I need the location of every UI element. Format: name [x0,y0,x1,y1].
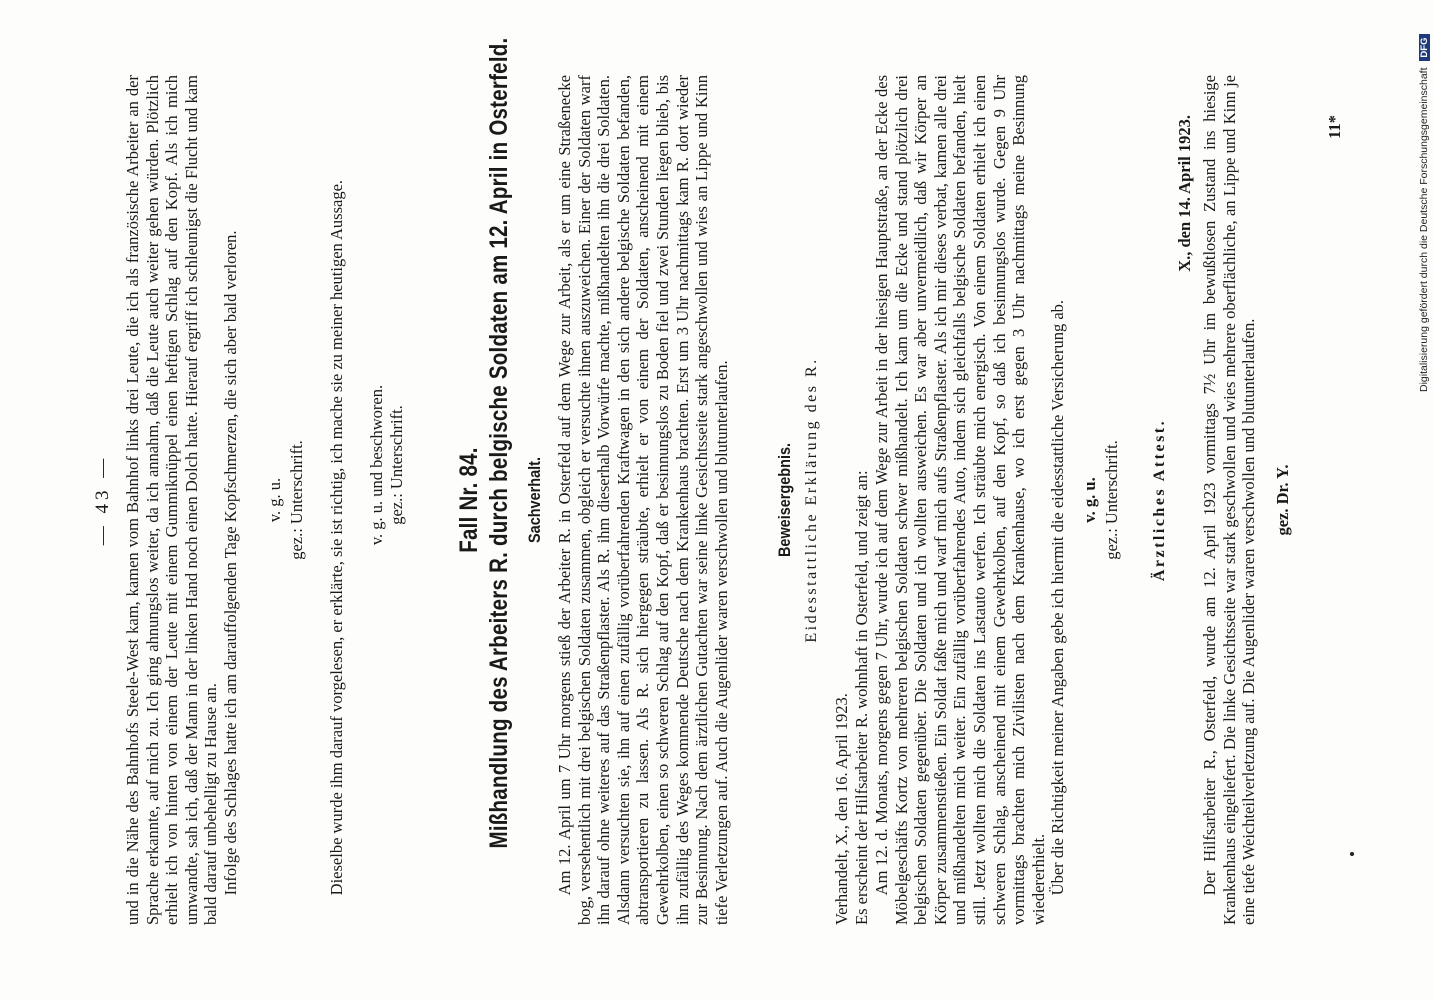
scan-speck [1350,852,1354,856]
attest-heading: Ärztliches Attest. [1151,418,1168,582]
doctor-signature: gez. Dr. Y. [1273,464,1292,536]
case-title: Mißhandlung des Arbeiters R. durch belgische Soldaten am 12. April in Osterfeld. [485,37,513,849]
erscheint-line: Es erscheint der Hilfsarbeiter R. wohnhaft in Osterfeld, und zeigt an: [852,470,871,925]
sheet-mark: 11* [1325,115,1344,139]
evidence-heading: Beweisergebnis. [775,442,794,558]
verhandelt-line: Verhandelt, X., den 16. April 1923. [832,693,851,925]
signature-line-2: gez.: Unterschrift. [387,405,406,525]
signature-line-1: gez.: Unterschrift. [287,440,306,560]
sworn-statement-block [872,75,1068,925]
dfg-logo: DFG [1419,35,1430,61]
facts-heading: Sachverhalt. [525,457,544,543]
digitization-notice [1418,35,1430,393]
intro-paragraph: und in die Nähe des Bahnhofs Steele-West kam, kamen vom Bahnhof links drei Leute, die ich als französische Arbeiter an der Sprache erkannte, auf mich zu. Ich ging ahnungslos weiter, da ich annahm, daß die Leute auch weiter gehen würden. Plötzlich erhielt ich von hinten von einem der Leute mit einem Gummiknüppel einen heftigen Schlag auf den Kopf. Als ich mich umwandte, sah ich, daß der Mann in der linken Hand noch einen Dolch hatte. Hierauf ergriff ich schleunigst die Flucht und kam bald darauf unbehelligt zu Hause an. [123,75,221,925]
intro-paragraph-2: Infolge des Schlages hatte ich am darauffolgenden Tage Kopfschmerzen, die sich aber bald verloren. [220,230,240,896]
attest-paragraph: Der Hilfsarbeiter R., Osterfeld, wurde am 12. April 1923 vormittags 7½ Uhr im bewußtlosen Zustand ins hiesige Krankenhaus eingeliefert. Die linke Gesichtsseite war stark geschwollen und wies mehrere oberflächliche, an Lippe und Kinn je eine tiefe Weichteilverletzung auf. Die Augenlider waren verschwollen und blutunterlaufen. [1200,75,1259,925]
intro-block [123,75,241,925]
vgu-line-1: v. g. u. [265,477,284,523]
statement-paragraph: Dieselbe wurde ihm darauf vorgelesen, er erklärte, sie ist richtig, ich mache sie zu meiner heutigen Aussage. [327,179,346,896]
vgu-beschworen-line: v. g. u. und beschworen. [367,384,386,546]
sworn-paragraph-2: Über die Richtigkeit meiner Angaben gebe ich hiermit die eidesstattliche Versicherung ab. [1048,299,1068,896]
rotated-page-content [75,37,1385,925]
sworn-statement-heading: Eidesstattliche Erklärung des R. [803,357,820,643]
attest-date: X., den 14. April 1923. [1175,115,1194,272]
signature-line-3: gez.: Unterschrift. [1102,440,1121,560]
page-number-header: — 43 — [92,454,113,546]
case-number: Fall Nr. 84. [455,447,483,553]
sworn-paragraph: Am 12. d. Monats, morgens gegen 7 Uhr, wurde ich auf dem Wege zur Arbeit in der hiesigen Hauptstraße, an der Ecke des Möbelgeschäfts Kortz von mehreren belgischen Soldaten schwer mißhandelt. Ich kam um die Ecke und stand plötzlich drei belgischen Soldaten gegenüber. Die Soldaten und ich wollten ausweichen. Es war aber unvermeidlich, daß wir Körper an Körper zusammenstießen. Ein Soldat faßte mich und warf mich aufs Straßenpflaster. Als ich mir dieses verbat, kamen alle drei und mißhandelten mich weiter. Ein zufällig vorüberfahrendes Auto, indem sich gleichfalls belgische Soldaten befanden, hielt still. Jetzt wollten mich die Soldaten ins Lastauto werfen. Ich sträubte mich energisch. Von einem Soldaten erhielt ich einen schweren Schlag, anscheinend mit einem Gewehrkolben, auf den Kopf, so daß ich besinnungslos wurde. Gegen 9 Uhr vormittags brachten mich Zivilisten nach dem Krankenhause, wo ich erst gegen 3 Uhr nachmittags meine Besinnung wiedererhielt. [872,75,1048,925]
vgu-line-2: v. g. u. [1080,477,1099,523]
facts-paragraph: Am 12. April um 7 Uhr morgens stieß der Arbeiter R. in Osterfeld auf dem Wege zur Arbeit, als er um eine Straßenecke bog, versehentlich mit drei belgischen Soldaten zusammen, obgleich er versuchte ihnen auszuweichen. Einer der Soldaten warf ihn darauf ohne weiteres auf das Straßenpflaster. Als R. ihm dieserhalb Vorwürfe machte, mißhandelten ihn die drei Soldaten. Alsdann versuchten sie, ihn auf einen zufällig vorüberfahrenden Kraftwagen in den sich andere belgische Soldaten befanden, abtransportieren zu lassen. Als R. sich hiergegen sträubte, erhielt er von einem der Soldaten, anscheinend mit einem Gewehrkolben, einen so schweren Schlag auf den Kopf, daß er besinnungslos zu Boden fiel und zwei Stunden liegen blieb, bis ihn zufällig des Weges kommende Deutsche nach dem Krankenhaus brachten. Erst um 3 Uhr nachmittags kam R. dort wieder zur Besinnung. Nach dem ärztlichen Gutachten war seine linke Gesichtsseite stark angeschwollen und wies an Lippe und Kinn tiefe Verletzungen auf. Auch die Augenlider waren verschwollen und blutunterlaufen. [555,75,731,925]
digitization-notice-text: Digitalisierung gefördert durch die Deutsche Forschungsgemeinschaft [1418,67,1430,392]
